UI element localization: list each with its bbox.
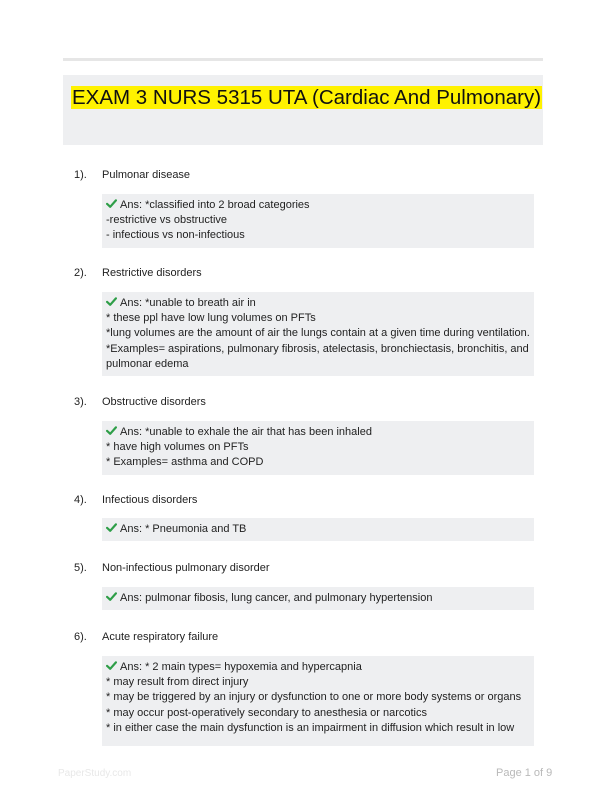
question-number: 3). [74,396,87,408]
answer-line: * may occur post-operatively secondary to anesthesia or narcotics [106,706,427,719]
footer-watermark: PaperStudy.com [58,768,132,779]
title-banner [63,75,543,145]
answer-line: Ans: *unable to breath air in [120,297,256,309]
question-text: Infectious disorders [102,494,198,506]
question-text: Obstructive disorders [102,396,206,408]
answer-line: - infectious vs non-infectious [106,229,245,242]
answer-line: -restrictive vs obstructive [106,214,228,227]
answer-line: * may be triggered by an injury or dysfunction to one or more body systems or organs [106,691,522,704]
question-text: Acute respiratory failure [102,631,219,643]
checkmark-icon [106,591,117,602]
header-rule [63,58,543,61]
question-number: 1). [74,169,87,181]
answer-line: Ans: * Pneumonia and TB [120,523,247,535]
answer-box-5 [102,587,534,610]
checkmark-icon [106,296,117,307]
answer-box-4 [102,518,534,541]
answer-line: * these ppl have low lung volumes on PFTs [106,312,316,325]
answer-box-1 [102,194,534,248]
page-title: EXAM 3 NURS 5315 UTA (Cardiac And Pulmonary) [72,86,542,109]
checkmark-icon [106,425,117,436]
checkmark-icon [106,522,117,533]
answer-line: Ans: *classified into 2 broad categories [120,199,310,211]
answer-box-6 [102,656,534,746]
answer-line: * in either case the main dysfunction is an impairment in diffusion which result in low [106,721,515,734]
question-number: 2). [74,267,87,279]
question-number: 5). [74,562,87,574]
question-text: Restrictive disorders [102,267,202,279]
question-number: 6). [74,631,87,643]
question-text: Non-infectious pulmonary disorder [102,562,270,574]
checkmark-icon [106,198,117,209]
answer-box-2 [102,292,534,376]
answer-line: pulmonar edema [106,357,189,370]
answer-line: *lung volumes are the amount of air the lungs contain at a given time during ventilation. [106,327,530,340]
answer-line: Ans: * 2 main types= hypoxemia and hypercapnia [120,661,362,673]
page-number: Page 1 of 9 [496,767,553,779]
question-text: Pulmonar disease [102,169,191,181]
question-number: 4). [74,494,87,506]
answer-box-3 [102,421,534,475]
checkmark-icon [106,660,117,671]
answer-line: * may result from direct injury [106,676,249,689]
answer-line: * have high volumes on PFTs [106,441,249,454]
answer-line: *Examples= aspirations, pulmonary fibrosis, atelectasis, bronchiectasis, bronchitis, and [106,342,529,355]
answer-line: Ans: pulmonar fibosis, lung cancer, and pulmonary hypertension [120,592,433,604]
answer-line: * Examples= asthma and COPD [106,456,264,469]
answer-line: Ans: *unable to exhale the air that has been inhaled [120,426,372,438]
